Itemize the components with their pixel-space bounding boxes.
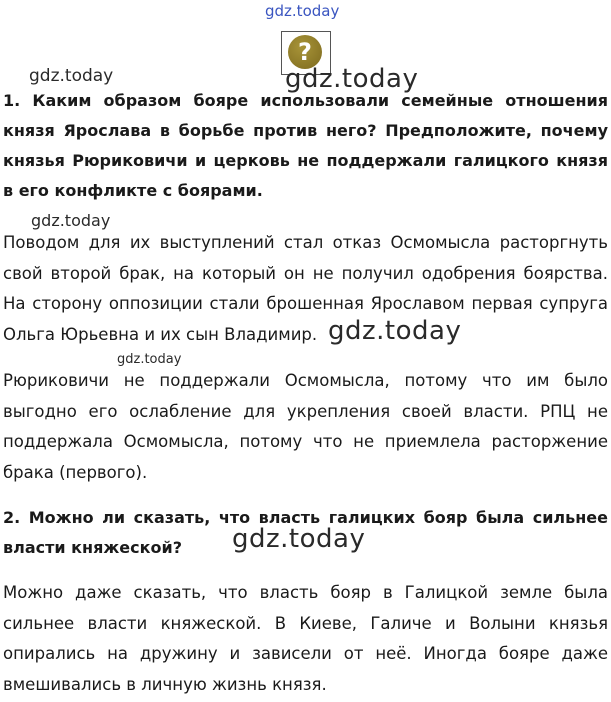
answer-1-paragraph-1: Поводом для их выступлений стал отказ Осмомысла расторгнуть свой второй брак, на который он не получил одобрения боярства. На сторону оппозиции стали брошенная Ярославом первая супруга Ольга Юрьевна и их сын Владимир.	[3, 233, 608, 344]
watermark: gdz.today	[29, 66, 114, 86]
watermark: gdz.today	[117, 352, 182, 367]
watermark: gdz.today	[328, 316, 462, 346]
watermark: gdz.today	[31, 211, 111, 230]
watermark: gdz.today	[232, 524, 366, 554]
question-1: 1. Каким образом бояре использовали семейные отношения князя Ярослава в борьбе против него? Предположите, почему князья Рюриковичи и церковь не поддержали галицкого князя в его конфликте с боярами.	[3, 91, 608, 200]
question-icon: ?	[288, 35, 322, 69]
watermark-top: gdz.today	[265, 2, 340, 20]
answer-2-paragraph-1: Можно даже сказать, что власть бояр в Галицкой земле была сильнее власти княжеской. В Киеве, Галиче и Волыни князья опирались на дружину и зависели от неё. Иногда бояре даже вмешивались в личную жизнь князя.	[3, 583, 608, 694]
watermark: gdz.today	[285, 64, 419, 94]
question-2: 2. Можно ли сказать, что власть галицких бояр была сильнее власти княжеской?	[3, 508, 608, 557]
answer-1-paragraph-2: Рюриковичи не поддержали Осмомысла, потому что им было выгодно его ослабление для укрепления своей власти. РПЦ не поддержала Осмомысла, потому что не приемлела расторжение брака (первого).	[3, 371, 608, 482]
